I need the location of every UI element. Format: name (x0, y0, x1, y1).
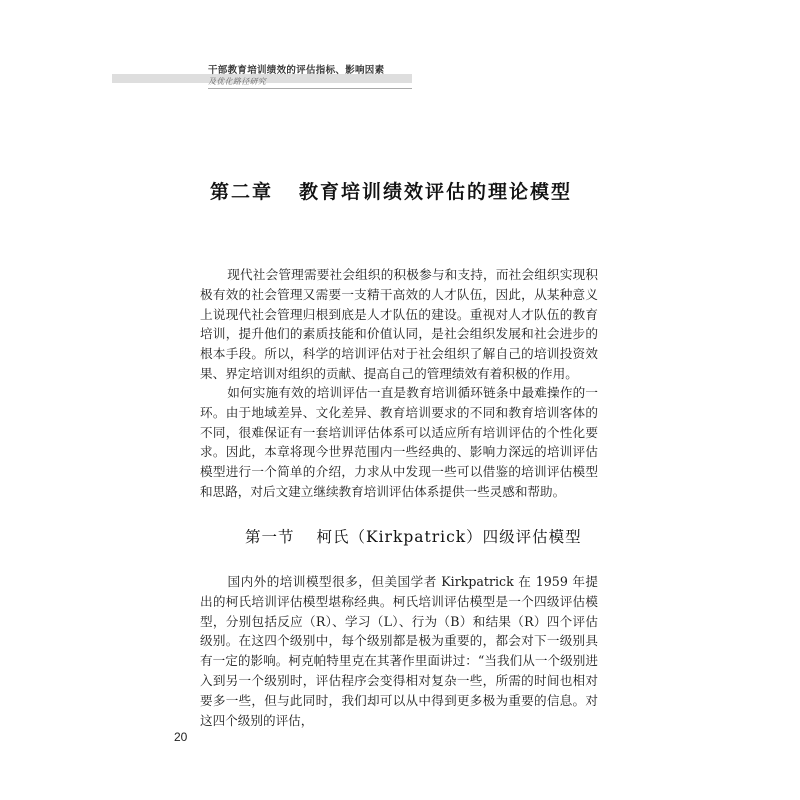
chapter-heading (210, 177, 610, 204)
chapter-number: 第二章 (210, 181, 274, 203)
header-book-title-line1: 干部教育培训绩效的评估指标、影响因素 (208, 65, 385, 76)
body-paragraph-2: 如何实施有效的培训评估一直是教育培训循环链条中最难操作的一环。由于地域差异、文化差异、教育培训要求的不同和教育培训客体的不同，很难保证有一套培训评估体系可以适应所有培训评估的个性化要求。因此，本章将现今世界范围内一些经典的、影响力深远的培训评估模型进行一个简单的介绍，力求从中发现一些可以借鉴的培训评估模型和思路，对后文建立继续教育培训评估体系提供一些灵感和帮助。 (200, 385, 598, 499)
header-book-title-line2: 及优化路径研究 (208, 77, 267, 86)
page-number: 20 (174, 730, 188, 744)
running-header (112, 62, 412, 94)
body-paragraph-1: 现代社会管理需要社会组织的积极参与和支持，而社会组织实现积极有效的社会管理又需要一支精干高效的人才队伍，因此，从某种意义上说现代社会管理归根到底是人才队伍的建设。重视对人才队伍的教育培训，提升他们的素质技能和价值认同，是社会组织发展和社会进步的根本手段。所以，科学的培训评估对于社会组织了解自己的培训投资效果、界定培训对组织的贡献、提高自己的管理绩效有着积极的作用。 (200, 267, 598, 381)
body-paragraph-3: 国内外的培训模型很多，但美国学者 Kirkpatrick 在 1959 年提出的柯氏培训评估模型堪称经典。柯氏培训评估模型是一个四级评估模型，分别包括反应（R）、学习（L）、行为（B）和结果（R）四个评估级别。在这四个级别中，每个级别都是极为重要的，都会对下一级别具有一定的影响。柯克帕特里克在其著作里面讲过：“当我们从一个级别进入到另一个级别时，评估程序会变得相对复杂一些，所需的时间也相对要多一些，但与此同时，我们却可以从中得到更多极为重要的信息。对这四个级别的评估， (200, 574, 598, 728)
header-rule (208, 88, 412, 89)
section-title: 柯氏（Kirkpatrick）四级评估模型 (316, 528, 582, 546)
section-number: 第一节 (245, 528, 295, 546)
chapter-title: 教育培训绩效评估的理论模型 (299, 181, 573, 203)
section-heading (245, 525, 582, 547)
